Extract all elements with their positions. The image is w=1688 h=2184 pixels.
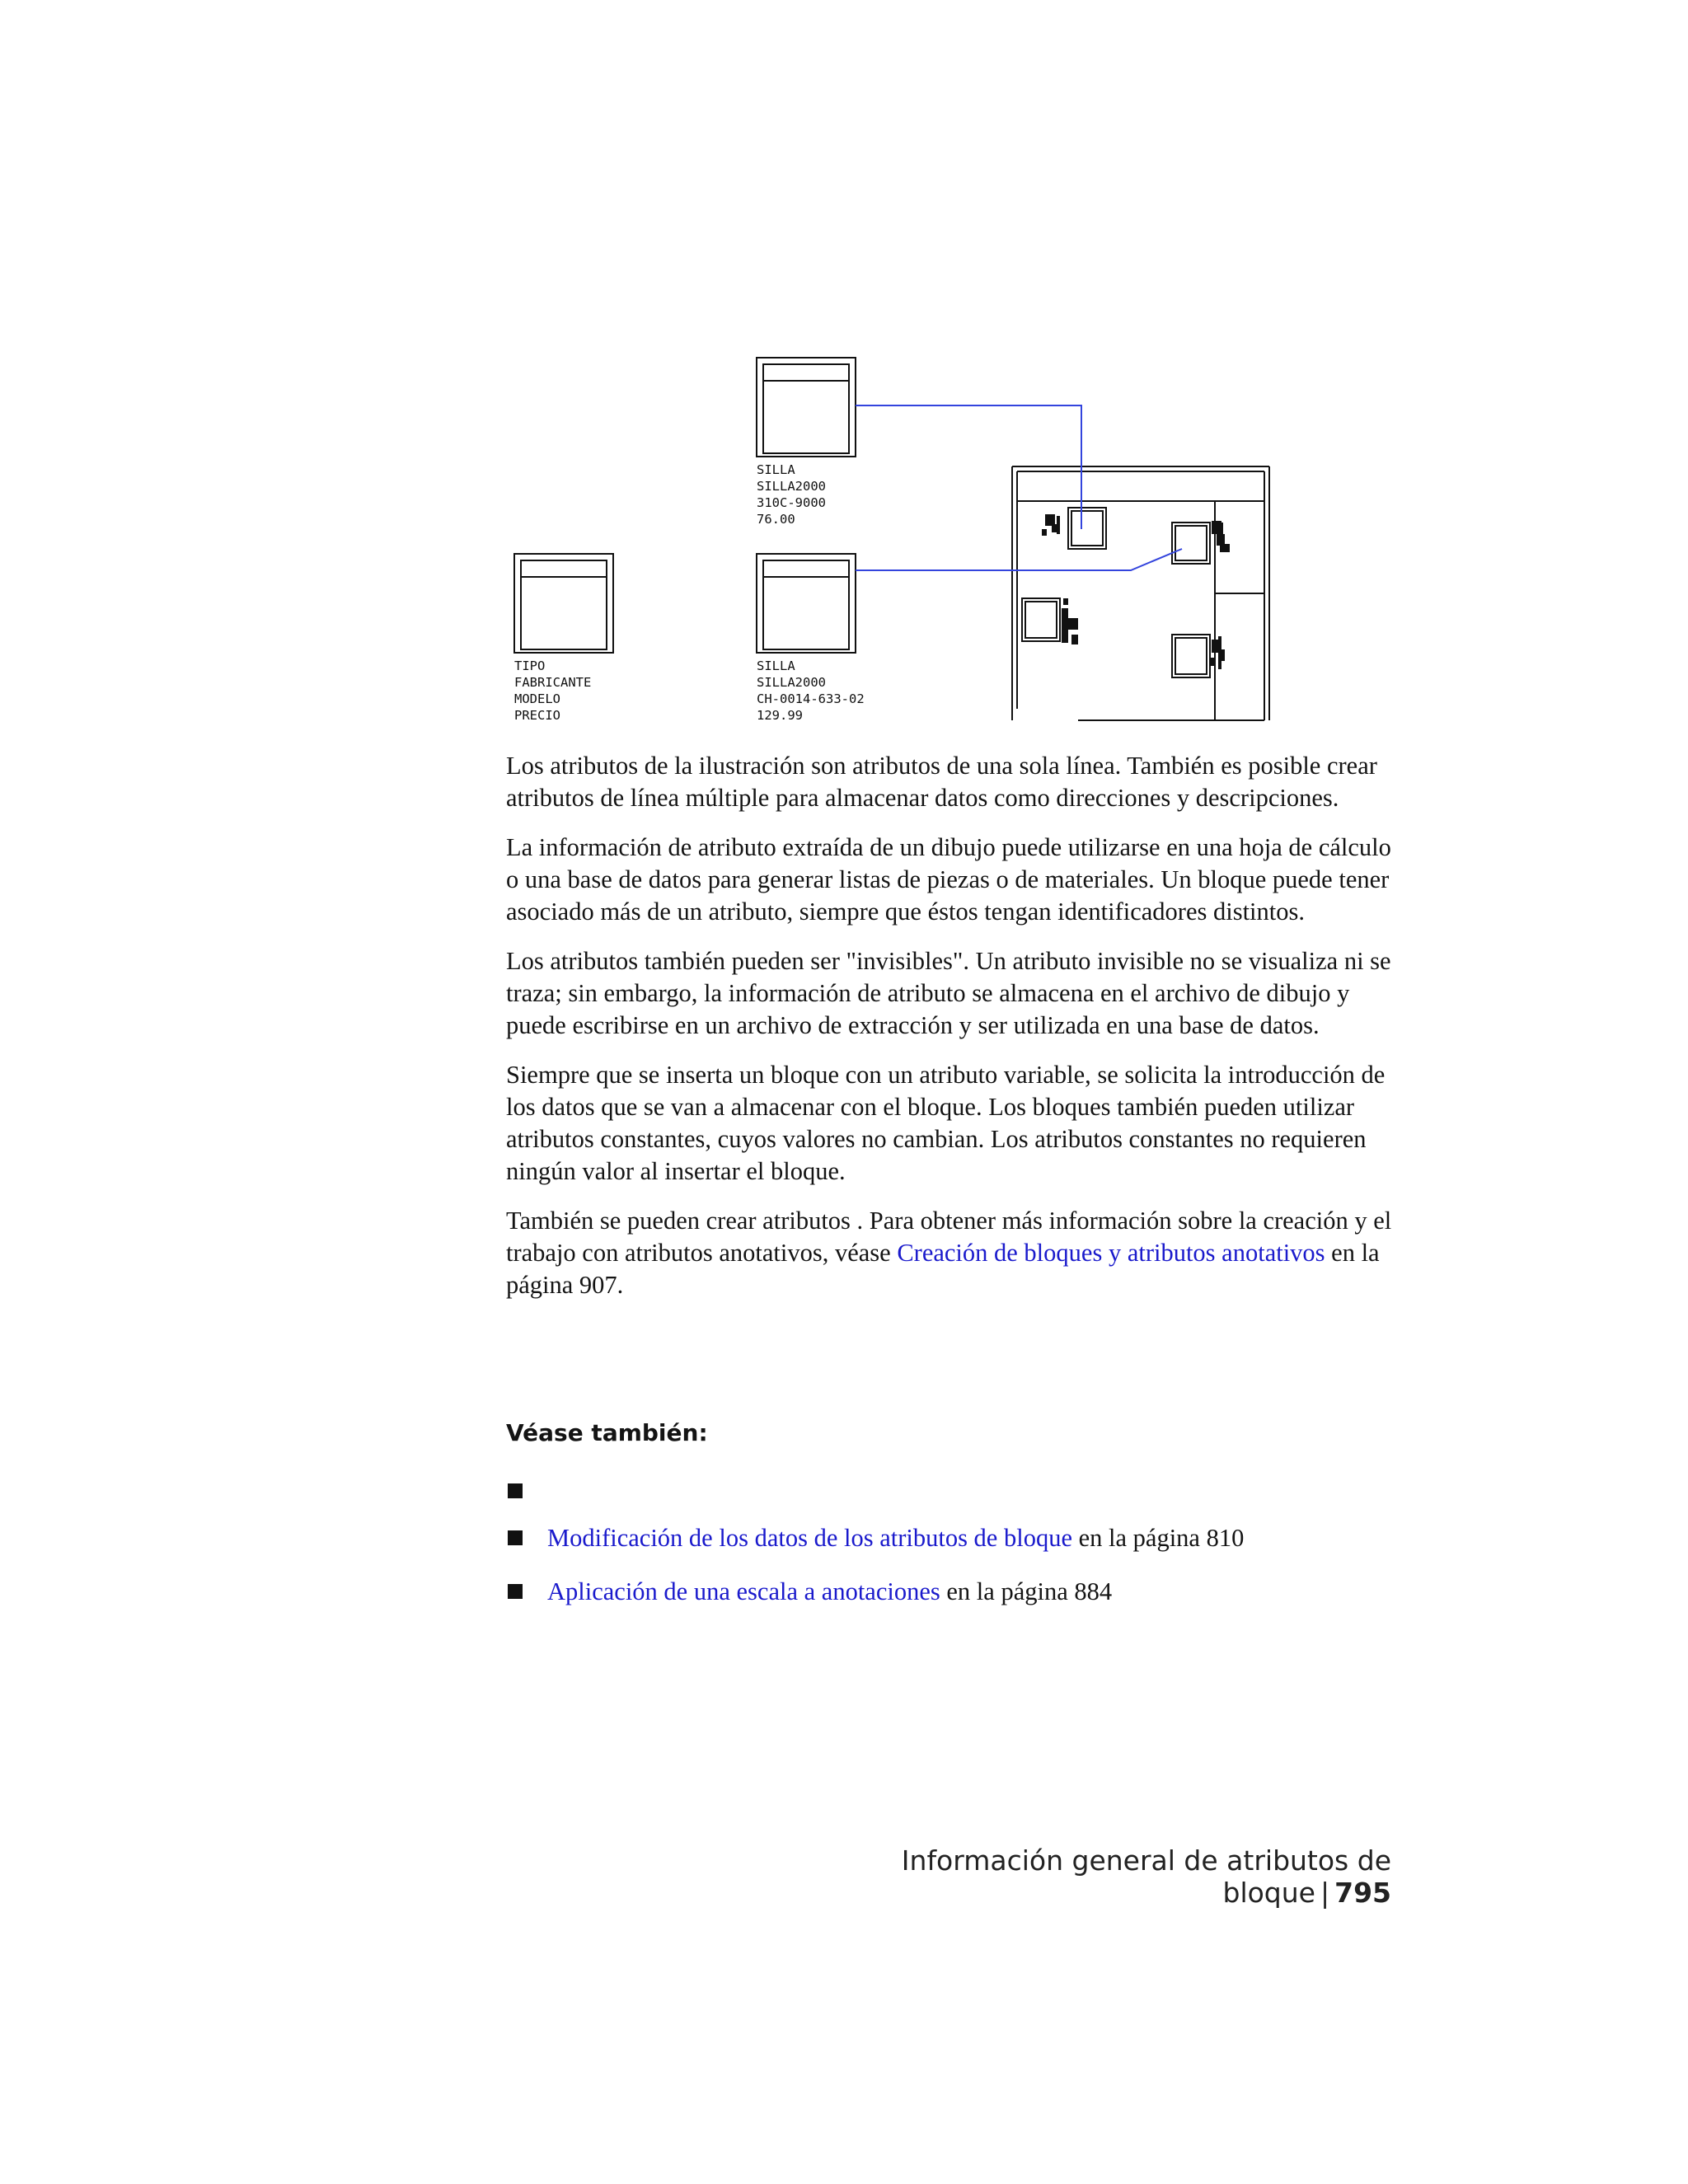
page-reference: en la página 884	[940, 1577, 1113, 1605]
see-also-heading: Véase también:	[506, 1419, 708, 1446]
attribute-label: SILLA	[757, 658, 795, 673]
attribute-tag: TIPO	[514, 658, 546, 673]
page-number: 795	[1334, 1877, 1391, 1909]
paragraph: La información de atributo extraída de un dibujo puede utilizarse en una hoja de cálculo o una base de datos para generar listas de piezas o de materiales. Un bloque puede tener asociado más de un atributo, siempre que éstos tengan identificadores distintos.	[506, 833, 1391, 926]
attribute-tag: MODELO	[514, 691, 560, 706]
cad-drawing	[495, 346, 1286, 725]
attribute-tag: FABRICANTE	[514, 675, 592, 690]
equipment-details	[1042, 514, 1230, 669]
attribute-label: CH-0014-633-02	[757, 691, 865, 706]
attribute-label: SILLA2000	[757, 675, 826, 690]
attribute-tag: PRECIO	[514, 708, 560, 723]
office-floor-plan	[1012, 466, 1269, 720]
body-text	[506, 750, 1396, 1319]
attribute-leader-lines	[856, 405, 1182, 570]
attribute-label: SILLA	[757, 462, 795, 477]
paragraph: Los atributos también pueden ser "invisibles". Un atributo invisible no se visualiza ni se traza; sin embargo, la información de atributo se almacena en el archivo de dibujo y puede escribirse en un archivo de extracción y ser utilizada en una base de datos.	[506, 947, 1391, 1039]
page-footer	[781, 1844, 1391, 1909]
attribute-label: 129.99	[757, 708, 803, 723]
attribute-label: 310C-9000	[757, 495, 826, 510]
paragraph-text: También se pueden crear atributos . Para obtener más información sobre la creación y el trabajo con atributos anotativos, véase	[506, 1207, 1392, 1267]
block-attributes-figure	[495, 346, 1286, 725]
bullet-icon	[508, 1584, 523, 1599]
chair-block-bottom	[757, 554, 856, 653]
see-also-link[interactable]: Aplicación de una escala a anotaciones	[547, 1577, 940, 1605]
bullet-icon	[508, 1530, 523, 1545]
paragraph: Los atributos de la ilustración son atributos de una sola línea. También es posible crear atributos de línea múltiple para almacenar datos como direcciones y descripciones.	[506, 752, 1377, 812]
page-reference: en la página 907.	[506, 1239, 1380, 1299]
list-item	[506, 1576, 1413, 1608]
see-also-link[interactable]: Modificación de los datos de los atributos de bloque	[547, 1524, 1072, 1552]
attribute-label: SILLA2000	[757, 479, 826, 494]
annotative-blocks-link[interactable]: Creación de bloques y atributos anotativos	[897, 1239, 1325, 1267]
paragraph: Siempre que se inserta un bloque con un atributo variable, se solicita la introducción de los datos que se van a almacenar con el bloque. Los bloques también pueden utilizar atributos constantes, cuyos valores no cambian. Los atributos constantes no requieren ningún valor al insertar el bloque.	[506, 1061, 1386, 1185]
list-item	[506, 1522, 1413, 1554]
see-also-list	[506, 1475, 1413, 1608]
footer-separator: |	[1320, 1877, 1330, 1909]
page-reference: en la página 810	[1072, 1524, 1245, 1552]
chair-block-top	[757, 358, 856, 457]
attribute-label: 76.00	[757, 512, 795, 527]
list-item	[506, 1475, 1413, 1507]
chair-block-left	[514, 554, 613, 653]
bullet-icon	[508, 1483, 523, 1498]
footer-title: Información general de atributos de bloque	[901, 1844, 1391, 1909]
paragraph	[506, 1205, 1396, 1301]
